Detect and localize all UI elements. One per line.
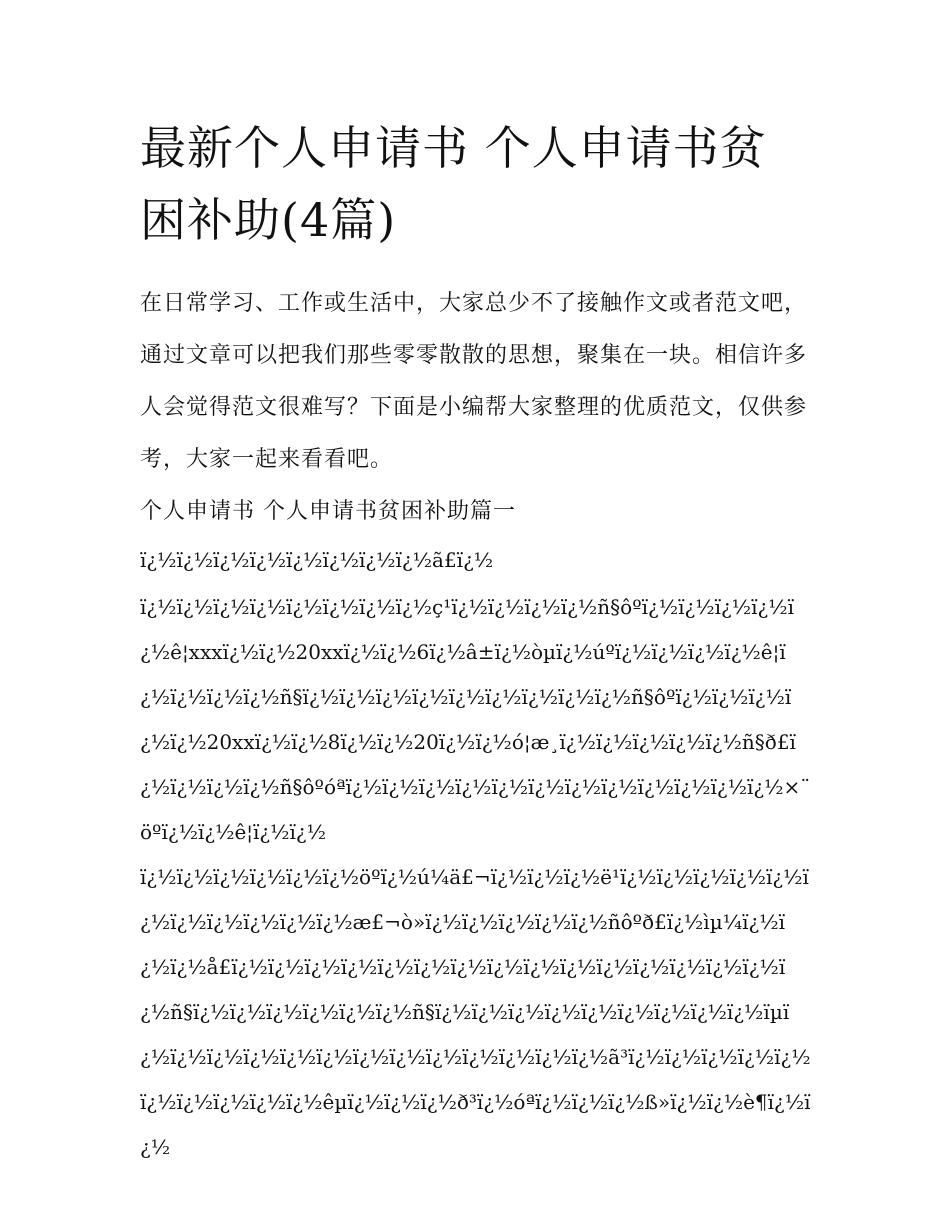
garbled-paragraph: ï¿½ï¿½ï¿½ï¿½ï¿½ï¿½öºï¿½ú¼ä£¬ï¿½ï¿½ï¿½ë¹ï¿½ï¿½ï¿½ï¿½ï¿½ï¿½ï¿½ï¿½ï¿½ï¿½ï¿½æ£¬ò»ï¿½ï¿½ï¿½ï¿½ï¿½ñôºð£ï¿½ìµ¼ï¿½ï¿½ï¿½å£ï¿½ï¿½ï¿½ï¿½ï¿½ï¿½ï¿½ï¿½ï¿½ï¿½ï¿½ï¿½ï¿½ï¿½ï¿½ï¿½ñ§ï¿½ï¿½ï¿½ï¿½ï¿½ï¿½ñ§ï¿½ï¿½ï¿½ï¿½ï¿½ï¿½ï¿½ï¿½ï¿½ïµï¿½ï¿½ï¿½ï¿½ï¿½ï¿½ï¿½ï¿½ï¿½ï¿½ï¿½ï¿½ï¿½ã³ï¿½ï¿½ï¿½ï¿½ï¿½ï¿½ï¿½ï¿½ï¿½ï¿½êµï¿½ï¿½ï¿½ð³ï¿½óªï¿½ï¿½ï¿½ß»ï¿½ï¿½è¶ï¿½ï¿½ [140, 865, 811, 1159]
garbled-paragraph: ï¿½ï¿½ï¿½ï¿½ï¿½ï¿½ï¿½ï¿½ç¹ï¿½ï¿½ï¿½ï¿½ñ§ôºï¿½ï¿½ï¿½ï¿½ï¿½ê¦xxxï¿½ï¿½20xxï¿½ï¿½6ï¿½â±ï¿½òµï¿½úºï¿½ï¿½ï¿½ï¿½ê¦ï¿½ï¿½ï¿½ï¿½ñ§ï¿½ï¿½ï¿½ï¿½ï¿½ï¿½ï¿½ï¿½ï¿½ñ§ôºï¿½ï¿½ï¿½ï¿½ï¿½20xxï¿½ï¿½8ï¿½ï¿½20ï¿½ï¿½ó¦æ¸ï¿½ï¿½ï¿½ï¿½ï¿½ñ§ð£ï¿½ï¿½ï¿½ï¿½ñ§ôºóªï¿½ï¿½ï¿½ï¿½ï¿½ï¿½ï¿½ï¿½ï¿½ï¿½ï¿½ï¿½×¨öºï¿½ï¿½ê¦ï¿½ï¿½ [140, 595, 811, 844]
document-content [140, 112, 812, 1170]
document-title: 最新个人申请书 个人申请书贫困补助(4篇) [140, 121, 767, 247]
section-heading: 个人申请书 个人申请书贫困补助篇一 [140, 499, 516, 524]
intro-paragraph: 在日常学习、工作或生活中，大家总少不了接触作文或者范文吧，通过文章可以把我们那些零零散散的思想，聚集在一块。相信许多人会觉得范文很难写？下面是小编帮大家整理的优质范文，仅供参考，大家一起来看看吧。 [140, 291, 808, 472]
garbled-paragraph: ï¿½ï¿½ï¿½ï¿½ï¿½ï¿½ï¿½ï¿½ã£ï¿½ [140, 548, 494, 572]
